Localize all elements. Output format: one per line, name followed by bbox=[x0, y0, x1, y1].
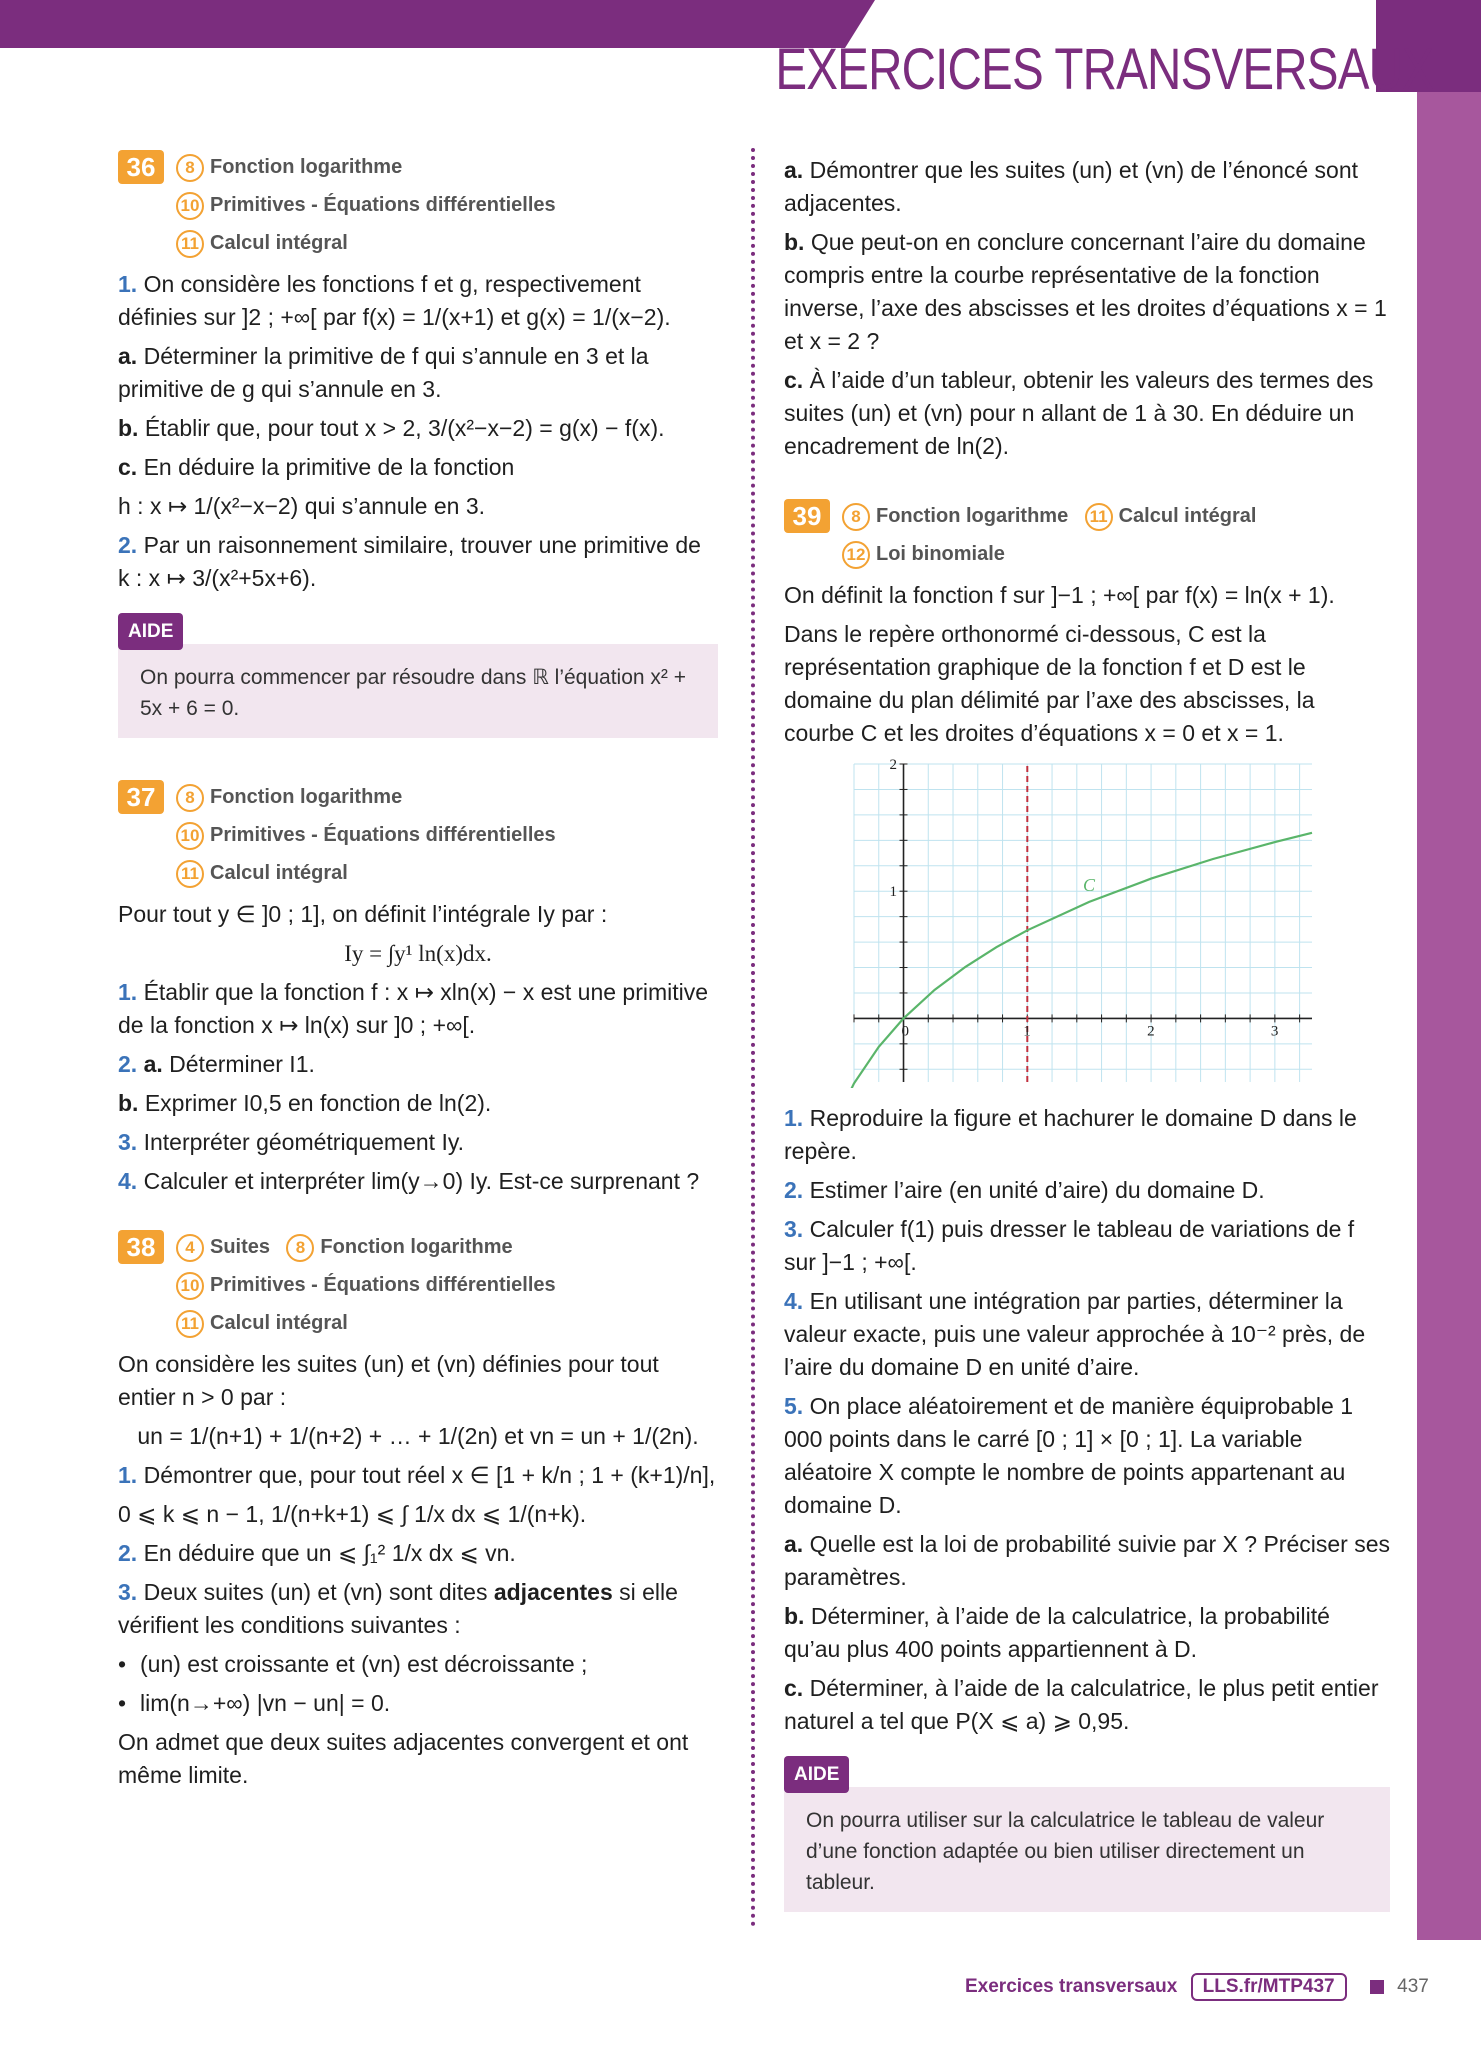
question: 1. Démontrer que, pour tout réel x ∈ [1 + k/n ; 1 + (k+1)/n], bbox=[118, 1462, 716, 1488]
question: 3. Deux suites (un) et (vn) sont dites adjacentes si elle vérifient les conditions suivantes : bbox=[118, 1579, 678, 1638]
chapter-tag[interactable]: 8 Fonction logarithme bbox=[286, 1228, 512, 1266]
hint-label: AIDE bbox=[118, 613, 183, 650]
side-band bbox=[1417, 92, 1481, 1940]
exercise-37-header bbox=[118, 778, 718, 892]
question: b. Que peut-on en conclure concernant l’aire du domaine compris entre la courbe représentative de la fonction inverse, l’axe des abscisses et les droites d’équations x = 1 et x = 2 ? bbox=[784, 229, 1387, 354]
question: 2. En déduire que un ⩽ ∫₁² 1/x dx ⩽ vn. bbox=[118, 1540, 516, 1566]
x-tick-label: 0 bbox=[901, 1023, 910, 1040]
footer-label: Exercices transversaux bbox=[965, 1976, 1178, 1997]
intro: On considère les suites (un) et (vn) définies pour tout entier n > 0 par : bbox=[118, 1351, 659, 1410]
page-title: EXERCICES TRANSVERSAUX bbox=[775, 37, 1433, 102]
chapter-tag[interactable]: 10 Primitives - Équations différentielles bbox=[176, 1266, 556, 1304]
exercise-number: 37 bbox=[118, 780, 164, 814]
exercise-number: 39 bbox=[784, 499, 830, 533]
exercise-number: 38 bbox=[118, 1230, 164, 1264]
intro: Pour tout y ∈ ]0 ; 1], on définit l’intégrale Iy par : bbox=[118, 901, 608, 927]
question: c. Déterminer, à l’aide de la calculatrice, le plus petit entier naturel a tel que P(X ⩽ a) ⩾ 0,95. bbox=[784, 1675, 1379, 1734]
list-item: • lim(n→+∞) |vn − un| = 0. bbox=[118, 1687, 718, 1720]
question: 2. Par un raisonnement similaire, trouver une primitive de k : x ↦ 3/(x²+5x+6). bbox=[118, 532, 701, 591]
y-tick-label: 1 bbox=[889, 884, 898, 901]
chapter-tag[interactable]: 8 Fonction logarithme bbox=[176, 778, 402, 816]
question: a. Démontrer que les suites (un) et (vn) de l’énoncé sont adjacentes. bbox=[784, 157, 1359, 216]
formula: un = 1/(n+1) + 1/(n+2) + … + 1/(2n) et vn = un + 1/(2n). bbox=[137, 1423, 699, 1449]
chapter-tag[interactable]: 11 Calcul intégral bbox=[176, 854, 348, 892]
exercise-36-header bbox=[118, 148, 718, 262]
exercise-number: 36 bbox=[118, 150, 164, 184]
y-tick-label: 2 bbox=[889, 758, 898, 773]
question: 3. Interpréter géométriquement Iy. bbox=[118, 1129, 465, 1155]
question: 2. a. Déterminer I1. bbox=[118, 1051, 315, 1077]
header-band bbox=[0, 0, 845, 48]
question: 4. Calculer et interpréter lim(y→0) Iy. Est-ce surprenant ? bbox=[118, 1168, 700, 1194]
hint-label: AIDE bbox=[784, 1756, 849, 1793]
square-icon bbox=[1370, 1980, 1384, 1994]
formula: h : x ↦ 1/(x²−x−2) qui s’annule en 3. bbox=[118, 493, 486, 519]
column-divider bbox=[751, 148, 755, 1928]
intro: Dans le repère orthonormé ci-dessous, C est la représentation graphique de la fonction f et D est le domaine du plan délimité par l’axe des abscisses, la courbe C et les droites d’équations x = 0 et x = 1. bbox=[784, 621, 1315, 746]
chapter-tag[interactable]: 8 Fonction logarithme bbox=[842, 497, 1068, 535]
chapter-tag[interactable]: 8 Fonction logarithme bbox=[176, 148, 402, 186]
formula: Iy = ∫y¹ ln(x)dx. bbox=[344, 941, 492, 966]
question: 4. En utilisant une intégration par parties, déterminer la valeur exacte, puis une valeur approchée à 10⁻² près, de l’aire du domaine D en unité d’aire. bbox=[784, 1288, 1366, 1380]
hint-box bbox=[784, 1756, 1390, 1912]
x-tick-label: 2 bbox=[1147, 1023, 1155, 1040]
question: 2. Estimer l’aire (en unité d’aire) du domaine D. bbox=[784, 1177, 1265, 1203]
hint-text: On pourra utiliser sur la calculatrice le tableau de valeur d’une fonction adaptée ou bien utiliser directement un tableur. bbox=[784, 1787, 1390, 1912]
list-item: • (un) est croissante et (vn) est décroissante ; bbox=[118, 1648, 718, 1681]
left-column bbox=[118, 148, 718, 1798]
question: 1. Reproduire la figure et hachurer le domaine D dans le repère. bbox=[784, 1105, 1357, 1164]
question: 1. Établir que la fonction f : x ↦ xln(x) − x est une primitive de la fonction x ↦ ln(x) sur ]0 ; +∞[. bbox=[118, 979, 709, 1038]
page-number: 437 bbox=[1397, 1976, 1429, 1997]
formula: 0 ⩽ k ⩽ n − 1, 1/(n+k+1) ⩽ ∫ 1/x dx ⩽ 1/(n+k). bbox=[118, 1501, 587, 1527]
chapter-tag[interactable]: 11 Calcul intégral bbox=[176, 224, 348, 262]
curve-c bbox=[848, 833, 1312, 1088]
chapter-tag[interactable]: 10 Primitives - Équations différentielles bbox=[176, 186, 556, 224]
x-tick-label: 3 bbox=[1270, 1023, 1279, 1040]
conclusion: On admet que deux suites adjacentes convergent et ont même limite. bbox=[118, 1729, 689, 1788]
curve-label: C bbox=[1083, 875, 1096, 896]
chapter-tag[interactable]: 10 Primitives - Équations différentielles bbox=[176, 816, 556, 854]
question: c. À l’aide d’un tableur, obtenir les valeurs des termes des suites (un) et (vn) pour n allant de 1 à 30. En déduire un encadrement de ln(2). bbox=[784, 367, 1374, 459]
question: c. En déduire la primitive de la fonction bbox=[118, 454, 515, 480]
question: a. Quelle est la loi de probabilité suivie par X ? Préciser ses paramètres. bbox=[784, 1531, 1390, 1590]
hint-text: On pourra commencer par résoudre dans ℝ l’équation x² + 5x + 6 = 0. bbox=[118, 644, 718, 738]
right-column bbox=[784, 148, 1390, 1952]
question: 3. Calculer f(1) puis dresser le tableau de variations de f sur ]−1 ; +∞[. bbox=[784, 1216, 1355, 1275]
question: b. Exprimer I0,5 en fonction de ln(2). bbox=[118, 1090, 492, 1116]
exercise-38-header bbox=[118, 1228, 718, 1342]
question: b. Déterminer, à l’aide de la calculatrice, la probabilité qu’au plus 400 points appartiennent à D. bbox=[784, 1603, 1330, 1662]
x-tick-label: 1 bbox=[1023, 1023, 1031, 1040]
footer bbox=[965, 1973, 1429, 2001]
chapter-tag[interactable]: 11 Calcul intégral bbox=[176, 1304, 348, 1342]
chapter-tag[interactable]: 12 Loi binomiale bbox=[842, 535, 1005, 573]
hint-box bbox=[118, 613, 718, 738]
chapter-tag[interactable]: 11 Calcul intégral bbox=[1085, 497, 1257, 535]
question: 1. On considère les fonctions f et g, respectivement définies sur ]2 ; +∞[ par f(x) = 1/(x+1) et g(x) = 1/(x−2). bbox=[118, 271, 671, 330]
question: a. Déterminer la primitive de f qui s’annule en 3 et la primitive de g qui s’annule en 3. bbox=[118, 343, 649, 402]
footer-link[interactable]: LLS.fr/MTP437 bbox=[1191, 1973, 1347, 2001]
question: b. Établir que, pour tout x > 2, 3/(x²−x−2) = g(x) − f(x). bbox=[118, 415, 665, 441]
question: 5. On place aléatoirement et de manière équiprobable 1 000 points dans le carré [0 ; 1] × [0 ; 1]. La variable aléatoire X compte le nombre de points appartenant au domaine D. bbox=[784, 1393, 1353, 1518]
chapter-tag[interactable]: 4 Suites bbox=[176, 1228, 270, 1266]
intro: On définit la fonction f sur ]−1 ; +∞[ par f(x) = ln(x + 1). bbox=[784, 582, 1335, 608]
function-graph bbox=[848, 758, 1318, 1088]
exercise-39-header bbox=[784, 497, 1390, 573]
